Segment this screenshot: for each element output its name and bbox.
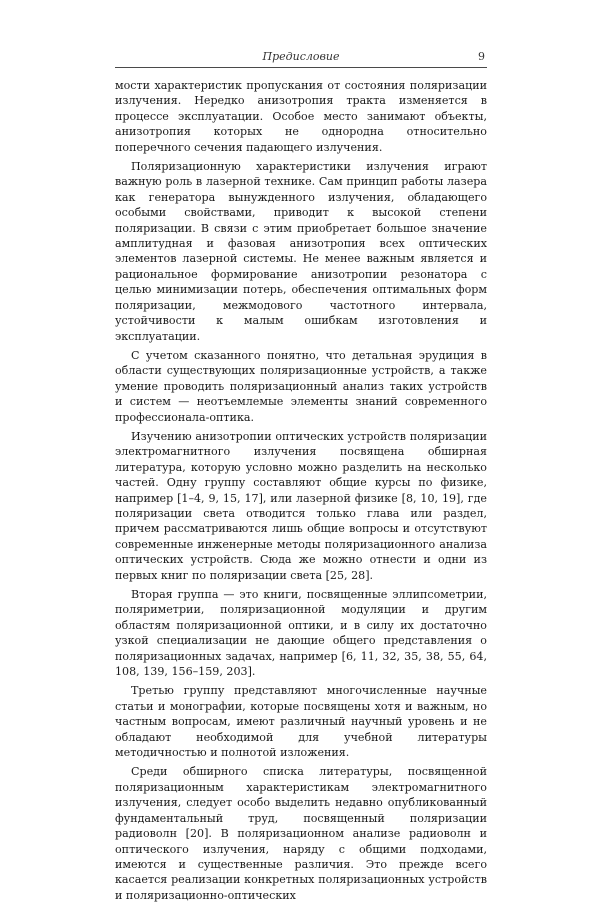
paragraph: Изучению анизотропии оптических устройств поляризации электромагнитного излучения посвящена обширная литература, которую условно можно разделить на несколько частей. Одну группу составляют общие курсы по физике, например [1–4, 9, 15, 17], или лазерной физике [8, 10, 19], где поляризации света отводится только глава или раздел, причем рассматриваются лишь общие вопросы и отсутствуют современные инженерные методы поляризационного анализа оптических устройств. Сюда же можно отнести и одни из первых книг по поляризации света [25, 28].	[115, 429, 487, 582]
header-rule	[115, 67, 487, 68]
paragraph: Третью группу представляют многочисленные научные статьи и монографии, которые посвящены хотя и важным, но частным вопросам, имеют различный научный уровень и не обладают необходимой для учебной литературы методичностью и полнотой изложения.	[115, 684, 487, 760]
chapter-title: Предисловие	[262, 50, 340, 63]
body-text	[115, 78, 487, 903]
paragraph: мости характеристик пропускания от состояния поляризации излучения. Нередко анизотропия тракта изменяется в процессе эксплуатации. Особое место занимают объекты, анизотропия которых не однородна относительно поперечного сечения падающего излучения.	[115, 79, 487, 154]
paragraph: Поляризационную характеристики излучения играют важную роль в лазерной технике. Сам принцип работы лазера как генератора вынужденного излучения, обладающего особыми свойствами, приводит к высокой степени поляризации. В связи с этим приобретает большое значение амплитудная и фазовая анизотропия всех оптических элементов лазерной системы. Не менее важным является и рациональное формирование анизотропии резонатора с целью минимизации потерь, обеспечения оптимальных форм поляризации, межмодового частотного интервала, устойчивости к малым ошибкам изготовления и эксплуатации.	[115, 160, 487, 343]
page-number: 9	[478, 50, 485, 63]
paragraph: С учетом сказанного понятно, что детальная эрудиция в области существующих поляризационные устройств, а также умение проводить поляризационный анализ таких устройств и систем — неотъемлемые элементы знаний современного профессионала-оптика.	[115, 348, 487, 424]
running-head	[115, 50, 487, 68]
paragraph: Среди обширного списка литературы, посвященной поляризационным характеристикам электромагнитного излучения, следует особо выделить недавно опубликованный фундаментальный труд, посвященный поляризации радиоволн [20]. В поляризационном анализе радиоволн и оптического излучения, наряду с общими подходами, имеются и существенные различия. Это прежде всего касается реализации конкретных поляризационных устройств и поляризационно-оптических	[115, 765, 487, 902]
paragraph: Вторая группа — это книги, посвященные эллипсометрии, поляриметрии, поляризационной модуляции и другим областям поляризационной оптики, и в силу их достаточно узкой специализации не дающие общего представления о поляризационных задачах, например [6, 11, 32, 35, 38, 55, 64, 108, 139, 156–159, 203].	[115, 588, 487, 679]
